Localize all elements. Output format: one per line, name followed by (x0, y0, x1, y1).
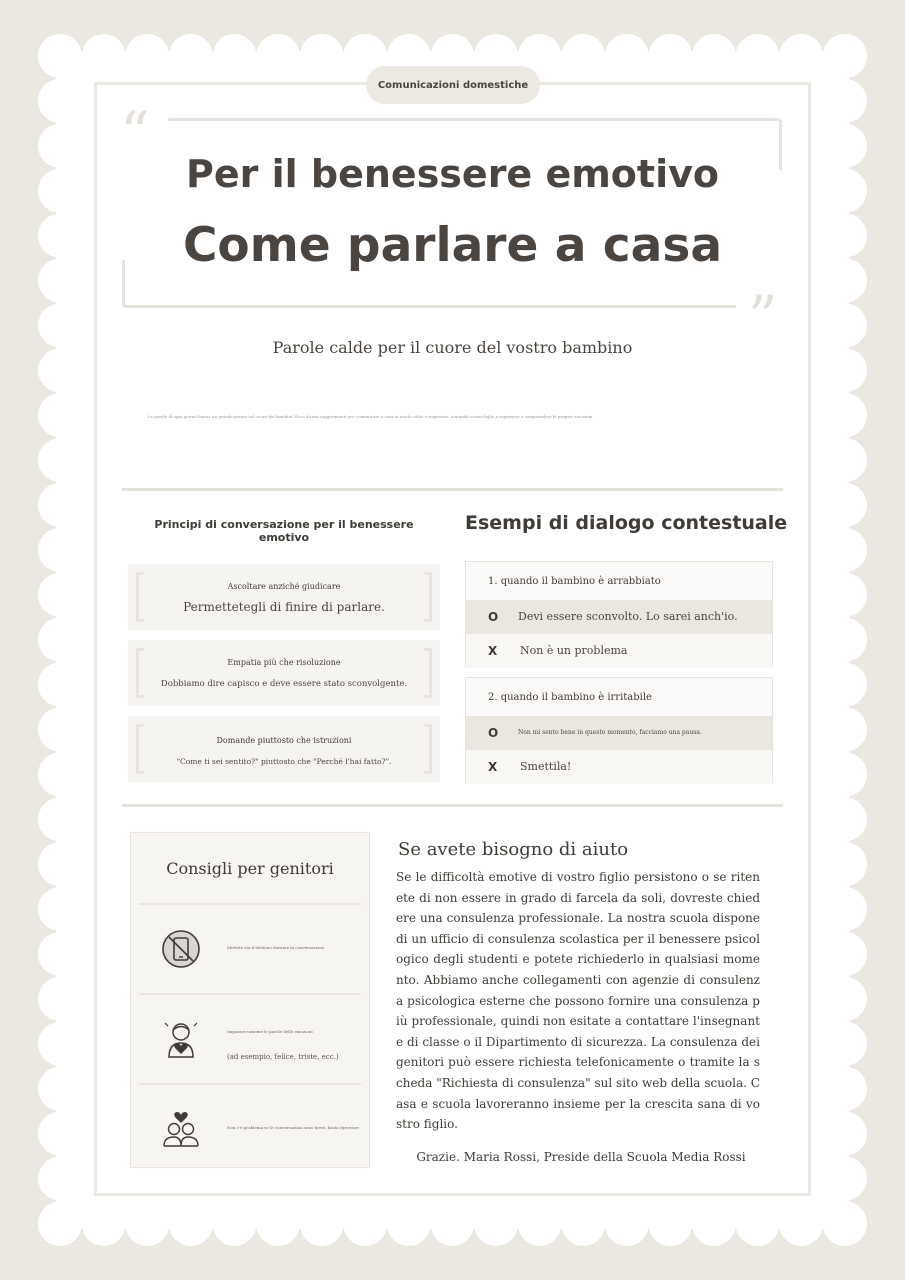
principles-heading: Principi di conversazione per il benessere emotivo (154, 518, 414, 544)
principle-desc: Permettetegli di finire di parlare. (183, 600, 385, 614)
principle-card (128, 564, 440, 630)
dialogue-good-row (466, 600, 772, 634)
tips-separator (139, 1083, 361, 1085)
quote-close-icon: ” (748, 283, 778, 351)
dialogue-card (465, 677, 773, 783)
subtitle: Parole calde per il cuore del vostro bambino (272, 338, 633, 357)
tips-separator (139, 993, 361, 995)
dialogue-card (465, 561, 773, 667)
principle-title: Ascoltare anziché giudicare (227, 582, 341, 591)
tip-text: Non c'è problema se le conversazioni sono brevi, basta riprovare (227, 1125, 359, 1130)
card-bracket-left (136, 572, 144, 622)
card-bracket-right (424, 648, 432, 698)
dialogue-good-row (466, 716, 772, 750)
help-body: Se le difficoltà emotive di vostro figlio persistono o se ritenete di non essere in grado di farcela da soli, dovreste chiedere una consulenza professionale. La nostra scuola dispone di un ufficio di consulenza scolastica per il benessere psicologico degli studenti e potete richiederlo in qualsiasi momento. Abbiamo anche collegamenti con agenzie di consulenza psicologica esterne che possono fornire una consulenza più professionale, quindi non esitate a contattare l'insegnante di classe o il Dipartimento di sicurezza. La consulenza dei genitori può essere richiesta telefonicamente o tramite la scheda "Richiesta di consulenza" sul sito web della scuola. Casa e scuola lavoreranno insieme per la crescita sana di vostro figlio. (396, 870, 760, 1132)
tip-text: Imparare insieme le parole delle emozioni (227, 1029, 313, 1034)
title-line1: Per il benessere emotivo (186, 152, 719, 196)
title-line2: Come parlare a casa (182, 218, 723, 273)
tips-heading: Consigli per genitori (166, 859, 334, 878)
tips-separator (139, 903, 361, 905)
divider-top (122, 488, 783, 491)
dialogue-situation: 1. quando il bambino è arrabbiato (488, 576, 661, 587)
good-mark: O (488, 726, 499, 740)
principle-card (128, 640, 440, 706)
parents-heart-icon (161, 1109, 201, 1149)
dialogues-heading: Esempi di dialogo contestuale (465, 512, 788, 534)
parent-tips-panel (130, 832, 370, 1168)
divider-middle (122, 804, 783, 807)
principle-title: Empatia più che risoluzione (227, 658, 341, 667)
card-bracket-left (136, 648, 144, 698)
good-phrase: Devi essere sconvolto. Lo sarei anch'io. (518, 610, 738, 623)
dialogue-bad-row (466, 750, 772, 784)
bad-mark: X (488, 760, 498, 774)
help-heading: Se avete bisogno di aiuto (398, 839, 629, 860)
tip-note: (ad esempio, felice, triste, ecc.) (227, 1053, 339, 1061)
principle-desc: "Come ti sei sentito?" piuttosto che "Perché l'hai fatto?". (176, 757, 392, 766)
child-heart-icon (161, 1019, 201, 1059)
dialogue-situation: 2. quando il bambino è irritabile (488, 692, 652, 703)
bad-mark: X (488, 644, 498, 658)
signature: Grazie. Maria Rossi, Preside della Scuola Media Rossi (416, 1150, 746, 1164)
principle-card (128, 716, 440, 782)
card-bracket-right (424, 572, 432, 622)
tip-text: Mettete via il telefono durante la conversazione (227, 945, 325, 950)
no-phone-icon (161, 929, 201, 969)
bad-phrase: Smettila! (520, 760, 572, 773)
header-tag: Comunicazioni domestiche (366, 66, 540, 104)
card-bracket-right (424, 724, 432, 774)
principle-title: Domande piuttosto che istruzioni (216, 736, 352, 745)
intro-fine-print: Le parole di ogni giorno hanno un grande potere sul cuore dei bambini. Ecco alcuni suggerimenti per comunicare a casa in modo caldo e rispettoso, aiutando vostro figlio a esprimere e comprendere le proprie emozioni. (148, 414, 594, 419)
principle-desc: Dobbiamo dire capisco e deve essere stato sconvolgente. (160, 679, 408, 689)
dialogue-bad-row (466, 634, 772, 668)
quote-open-icon: “ (120, 99, 150, 167)
good-phrase: Non mi sento bene in questo momento, facciamo una pausa. (518, 729, 702, 736)
card-bracket-left (136, 724, 144, 774)
bad-phrase: Non è un problema (520, 644, 628, 657)
good-mark: O (488, 610, 499, 624)
